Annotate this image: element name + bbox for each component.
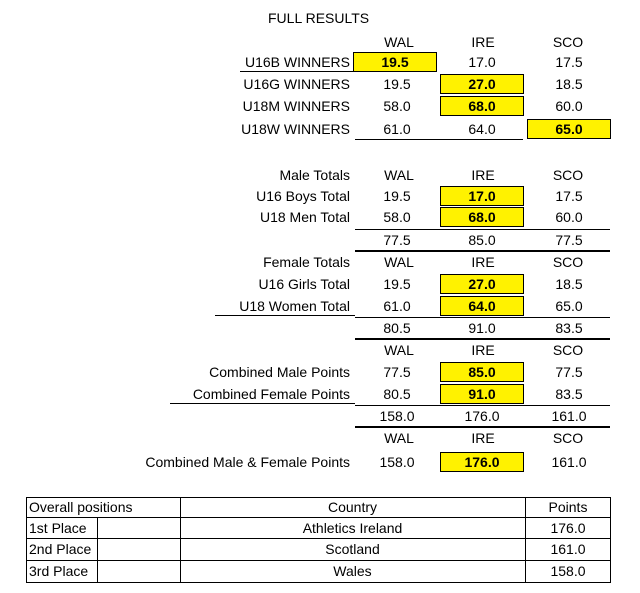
total-value: 85.0 [468,232,496,248]
cell-value: 58.0 [383,98,411,114]
table-row-points: 176.0 [550,520,586,536]
cell-value: 60.0 [555,209,583,225]
cell-value: 161.0 [551,454,587,470]
table-divider [97,517,98,583]
row-label-u18-women: U18 Women Total [239,298,350,314]
total-value: 161.0 [551,408,587,424]
col-header-sco: SCO [552,34,584,50]
cell-value: 61.0 [383,121,411,137]
table-row-country: Scotland [325,541,380,557]
col-header-wal: WAL [384,34,414,50]
table-row-country: Athletics Ireland [302,520,403,536]
cell-value: 18.5 [555,276,583,292]
row-label-combined-overall: Combined Male & Female Points [145,454,350,470]
highlight-cell: 27.0 [440,74,524,94]
total-value: 83.5 [555,320,583,336]
row-underline [355,139,523,140]
cell-value: 61.0 [383,298,411,314]
row-label-u16-girls: U16 Girls Total [258,276,350,292]
total-value: 158.0 [379,408,415,424]
row-label-combined-female: Combined Female Points [192,386,350,402]
cell-value: 18.5 [555,76,583,92]
table-row-points: 161.0 [550,541,586,557]
cell-value: 83.5 [555,386,583,402]
table-header-positions: Overall positions [29,499,133,515]
male-totals-header: Male Totals [279,167,350,183]
total-value: 176.0 [464,408,500,424]
cell-value: 58.0 [383,209,411,225]
highlight-cell: 68.0 [440,207,524,227]
highlight-cell: 19.5 [353,52,437,72]
row-label-u18m-winners: U18M WINNERS [242,98,350,114]
table-row-place: 2nd Place [29,541,92,557]
col-header-wal: WAL [384,167,414,183]
cell-value: 77.5 [555,364,583,380]
cell-value: 17.5 [555,54,583,70]
page-title: FULL RESULTS [268,10,370,26]
table-row-country: Wales [333,563,372,579]
col-header-ire: IRE [471,430,495,446]
highlight-cell: 68.0 [440,96,524,116]
highlight-cell: 176.0 [440,452,524,472]
female-totals-header: Female Totals [263,254,350,270]
col-header-sco: SCO [552,430,584,446]
row-label-u16b-winners: U16B WINNERS [244,54,350,70]
highlight-cell: 91.0 [440,384,524,404]
table-header-points: Points [548,499,588,515]
cell-value: 60.0 [555,98,583,114]
row-label-u16g-winners: U16G WINNERS [243,76,350,92]
cell-value: 19.5 [383,188,411,204]
cell-value: 80.5 [383,386,411,402]
table-row-place: 3rd Place [29,563,89,579]
cell-value: 77.5 [383,364,411,380]
row-underline [170,403,355,404]
cell-value: 65.0 [555,298,583,314]
cell-value: 19.5 [383,76,411,92]
col-header-wal: WAL [384,254,414,270]
row-underline [215,315,355,316]
cell-value: 158.0 [379,454,415,470]
total-value: 77.5 [555,232,583,248]
col-header-sco: SCO [552,167,584,183]
col-header-ire: IRE [471,342,495,358]
table-header-country: Country [327,499,378,515]
total-value: 80.5 [383,320,411,336]
total-value: 91.0 [468,320,496,336]
highlight-cell: 27.0 [440,274,524,294]
row-label-u18w-winners: U18W WINNERS [241,121,350,137]
col-header-ire: IRE [471,34,495,50]
total-value: 77.5 [383,232,411,248]
cell-value: 64.0 [468,121,496,137]
row-label-u16-boys: U16 Boys Total [256,188,350,204]
row-label-u18-men: U18 Men Total [259,209,350,225]
table-row-place: 1st Place [29,520,87,536]
col-header-ire: IRE [471,254,495,270]
row-underline [240,71,353,72]
highlight-cell: 17.0 [440,186,524,206]
table-row-points: 158.0 [550,563,586,579]
col-header-wal: WAL [384,342,414,358]
row-label-combined-male: Combined Male Points [209,364,350,380]
highlight-cell: 64.0 [440,296,524,316]
cell-value: 17.0 [468,54,496,70]
col-header-ire: IRE [471,167,495,183]
col-header-wal: WAL [384,430,414,446]
col-header-sco: SCO [552,342,584,358]
col-header-sco: SCO [552,254,584,270]
cell-value: 17.5 [555,188,583,204]
cell-value: 19.5 [383,276,411,292]
highlight-cell: 85.0 [440,362,524,382]
highlight-cell: 65.0 [527,119,611,139]
